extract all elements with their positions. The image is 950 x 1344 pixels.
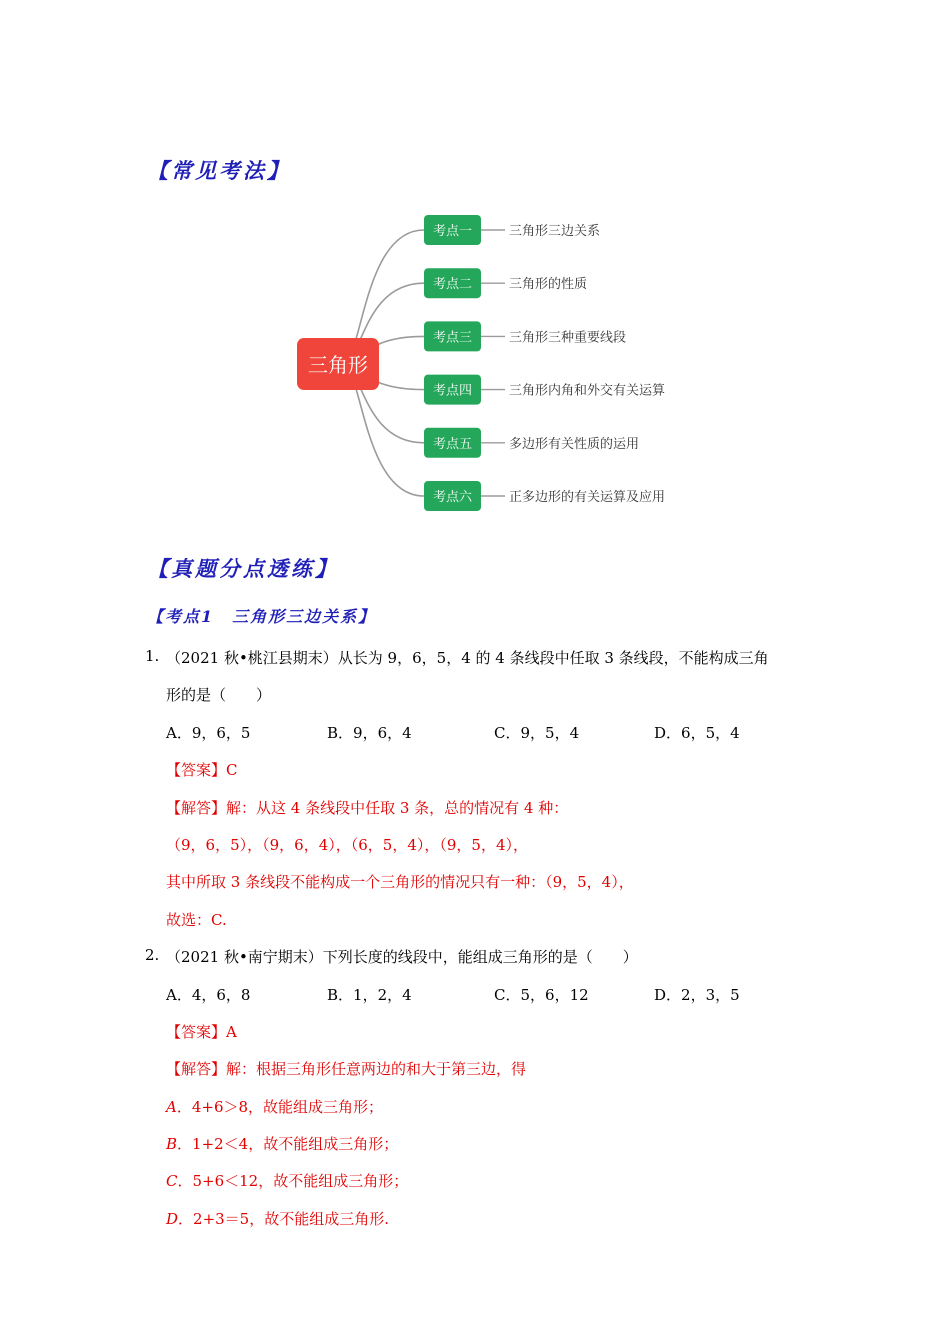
item-letter: D [166, 1210, 179, 1228]
question-1-option-c: C．9，5，4 [494, 724, 580, 742]
item-text: ．5+6＜12，故不能组成三角形； [177, 1172, 409, 1190]
question-2-analysis-item-d [166, 1208, 389, 1229]
question-2-analysis-item-c [166, 1170, 408, 1191]
mindmap-node-label: 考点六 [432, 490, 473, 505]
question-2-analysis-head: 【解答】解：根据三角形任意两边的和大于第三边，得 [166, 1060, 527, 1078]
question-2-number: 2. [145, 946, 160, 964]
question-2-answer: 【答案】A [166, 1023, 237, 1041]
question-1-option-b: B．9，6，4 [327, 724, 412, 742]
question-1-analysis-line: （9，6，5），（9，6，4），（6，5，4），（9，5，4）， [166, 836, 529, 854]
question-1-answer: 【答案】C [166, 761, 238, 779]
mindmap-node-label: 考点四 [432, 383, 473, 399]
mindmap [0, 0, 950, 560]
question-2-option-b: B．1，2，4 [327, 986, 412, 1004]
topic-title-1: 【考点1 三角形三边关系】 [147, 607, 377, 626]
question-2-option-a: A．4，6，8 [166, 986, 251, 1004]
mindmap-root-label: 三角形 [308, 353, 368, 377]
question-1-conclusion: 故选：C. [166, 911, 227, 929]
mindmap-leaf-label: 三角形三种重要线段 [509, 330, 627, 346]
mindmap-leaf-label: 三角形的性质 [509, 277, 588, 293]
question-2-analysis-item-a [166, 1096, 383, 1117]
question-2-option-c: C．5，6，12 [494, 986, 589, 1004]
question-1-option-a: A．9，6，5 [166, 724, 251, 742]
item-letter: C [166, 1172, 178, 1190]
mindmap-leaf-label: 三角形三边关系 [509, 224, 601, 239]
item-text: ．4+6＞8，故能组成三角形； [176, 1098, 384, 1116]
item-letter: B [166, 1135, 178, 1153]
item-text: ．2+3＝5，故不能组成三角形. [178, 1210, 389, 1228]
item-letter: A [166, 1098, 177, 1116]
mindmap-node-label: 考点五 [432, 436, 473, 452]
question-2-stem: （2021 秋•南宁期末）下列长度的线段中，能组成三角形的是（ ） [166, 948, 638, 966]
question-1-stem-cont: 形的是（ ） [166, 686, 272, 704]
question-2-analysis-item-b [166, 1133, 398, 1154]
question-1-analysis-head: 【解答】解：从这 4 条线段中任取 3 条，总的情况有 4 种： [166, 799, 569, 817]
mindmap-leaf-label: 三角形内角和外交有关运算 [509, 383, 666, 399]
mindmap-node-label: 考点二 [432, 277, 473, 293]
mindmap-node-label: 考点一 [432, 224, 473, 239]
question-1-analysis-line: 其中所取 3 条线段不能构成一个三角形的情况只有一种：（9，5，4）， [166, 873, 634, 891]
section-title-practice: 【真题分点透练】 [147, 556, 339, 581]
mindmap-leaf-label: 正多边形的有关运算及应用 [509, 490, 666, 505]
question-1-number: 1. [145, 647, 160, 665]
mindmap-node-label: 考点三 [432, 330, 473, 346]
mindmap-leaf-label: 多边形有关性质的运用 [509, 436, 640, 452]
question-1-option-d: D．6，5，4 [654, 724, 740, 742]
question-2-option-d: D．2，3，5 [654, 986, 740, 1004]
question-1-stem: （2021 秋•桃江县期末）从长为 9，6，5，4 的 4 条线段中任取 3 条线段，不能构成三角 [166, 649, 769, 667]
section-title-common-methods: 【常见考法】 [147, 158, 291, 183]
item-text: ．1+2＜4，故不能组成三角形； [177, 1135, 399, 1153]
